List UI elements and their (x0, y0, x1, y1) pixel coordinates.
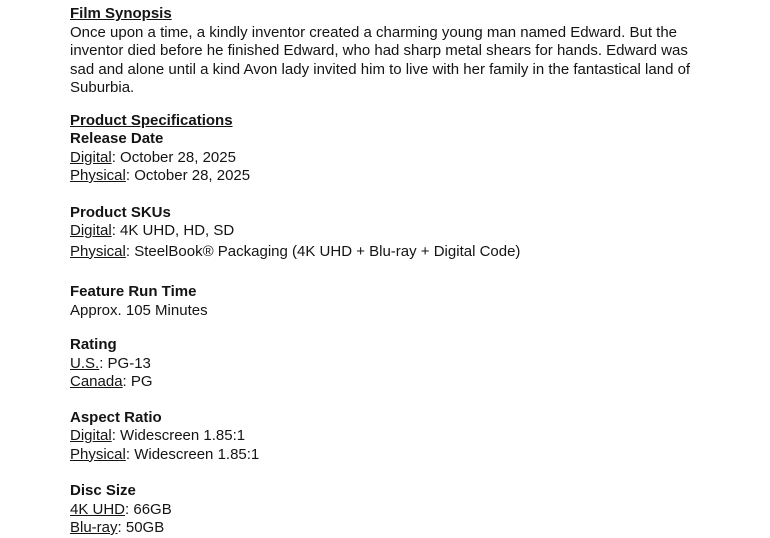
spec-value: 4K UHD, HD, SD (120, 222, 235, 239)
spec-title-disc-size: Disc Size (70, 482, 136, 499)
label-separator: : (125, 167, 135, 184)
spec-aspect-ratio (70, 409, 700, 465)
spec-title-aspect-ratio: Aspect Ratio (70, 408, 162, 426)
label-separator: : (111, 148, 121, 166)
spec-row-skus-physical (70, 243, 700, 262)
spec-title-rating: Rating (70, 336, 117, 353)
spec-row-aspect-digital (70, 427, 700, 446)
spec-label: Physical (70, 167, 126, 184)
label-separator: : (125, 242, 135, 260)
spec-disc-size (70, 482, 700, 538)
product-specifications-heading: Product Specifications (70, 111, 233, 129)
spec-label: Physical (70, 242, 126, 260)
spec-label: Physical (70, 445, 126, 463)
spec-value: PG (130, 373, 153, 390)
spec-title-feature-run-time: Feature Run Time (70, 283, 197, 300)
spec-value: October 28, 2025 (134, 167, 251, 184)
label-separator: : (125, 500, 134, 518)
spec-value: October 28, 2025 (120, 148, 236, 166)
spec-label: Blu-ray (70, 519, 118, 536)
spec-title-release-date: Release Date (70, 130, 164, 147)
spec-label: U.S. (70, 354, 100, 372)
label-separator: : (117, 519, 126, 536)
spec-row-rating-canada (70, 373, 700, 392)
spec-value: 66GB (133, 500, 172, 518)
film-synopsis-text: Once upon a time, a kindly inventor created a charming young man named Edward. But the inventor died before he finished Edward, who had sharp metal shears for hands. Edward was sad and alone until a kind Avon lady invited him to live with her family in the fantastical land of Suburbia. (70, 23, 691, 96)
spec-row-aspect-physical (70, 446, 700, 465)
spec-row-rating-us (70, 355, 700, 374)
spec-label: Digital (70, 427, 112, 444)
label-separator: : (125, 445, 135, 463)
spec-label: 4K UHD (70, 500, 126, 518)
film-synopsis-heading: Film Synopsis (70, 5, 172, 22)
spec-value: SteelBook® Packaging (4K UHD + Blu-ray + Digital Code) (134, 242, 521, 260)
label-separator: : (111, 222, 121, 239)
spec-row-disc-4k (70, 501, 700, 520)
spec-row-skus-digital (70, 222, 700, 241)
spec-title-product-skus: Product SKUs (70, 203, 171, 221)
spec-row-release-physical (70, 167, 700, 186)
spec-label: Canada (70, 373, 123, 390)
label-separator: : (122, 373, 131, 390)
label-separator: : (111, 427, 121, 444)
spec-value: PG-13 (107, 354, 151, 372)
spec-value: 50GB (125, 519, 165, 536)
spec-value: Widescreen 1.85:1 (120, 427, 246, 444)
spec-release-date (70, 130, 700, 186)
spec-feature-run-time (70, 283, 700, 320)
spec-label: Digital (70, 148, 112, 166)
spec-row-release-digital (70, 149, 700, 168)
spec-product-skus (70, 204, 700, 262)
spec-row-disc-bluray (70, 519, 700, 538)
spec-rating (70, 336, 700, 392)
spec-label: Digital (70, 222, 112, 239)
film-synopsis-section (70, 5, 700, 98)
spec-value: Approx. 105 Minutes (70, 301, 208, 319)
label-separator: : (99, 354, 108, 372)
product-specifications-section (70, 112, 700, 538)
spec-row-run-time (70, 302, 700, 321)
spec-value: Widescreen 1.85:1 (134, 445, 260, 463)
